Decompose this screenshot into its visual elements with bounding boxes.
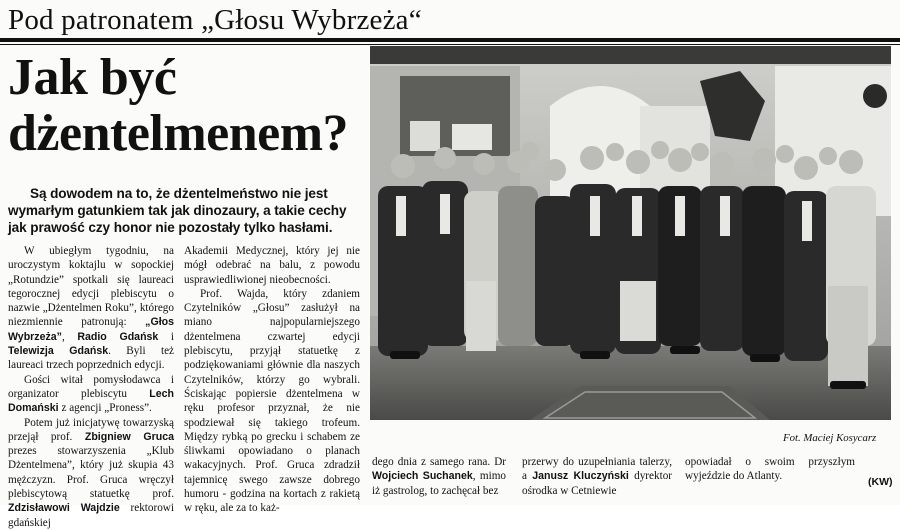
paragraph: Akademii Medycznej, który jej nie mógł odebrać na balu, z powodu usprawiedliwionej nieobecności. xyxy=(184,245,360,286)
article-column-1 xyxy=(8,244,174,530)
article-column-3 xyxy=(372,455,506,498)
headline-line-2: dżentelmenem? xyxy=(8,105,349,162)
headline-line-1: Jak być xyxy=(8,49,177,106)
paragraph: W ubiegłym tygodniu, na uroczystym koktajlu w sopockiej „Rotundzie” spotkali się laureaci tegorocznej edycji plebiscytu o nazwie „Dżentelmen Roku”, którego niezmiennie patronują: „Głos Wybrzeża”, Radio Gdańsk i Telewizja Gdańsk. Byli też laureaci trzech poprzednich edycji. xyxy=(8,245,175,372)
article-column-2 xyxy=(184,244,360,516)
header-rule xyxy=(0,38,900,42)
paragraph: opowiadał o swoim przyszłym wyjeździe do Atlanty. xyxy=(685,456,855,483)
article-headline xyxy=(8,50,368,162)
paragraph: dego dnia z samego rana. Dr Wojciech Suchanek, mimo iż gastrolog, to zachęcał bez xyxy=(372,456,506,497)
paragraph: przerwy do uzupełniania talerzy, a Janusz Kluczyński dyrektor ośrodka w Cetniewie xyxy=(522,456,673,497)
paragraph: Prof. Wajda, który zdaniem Czytelników „Głosu” zasłużył na miano najpopularniejszego dżentelmena czwartej edycji plebiscytu, przyjął statuetkę z podziękowaniami głównie dla naszych Czytelników, którzy go wybrali. Ściskając popiersie dżentelmena w ręku profesor przyznał, że nie spodziewał się takiego trofeum. Między rybką po grecku i schabem ze śliwkami opowiadano o planach wakacyjnych. Prof. Gruca zdradził tajemnicę swego zawsze dobrego humoru - godzina na kortach z rakietą w ręku, ale za to każ- xyxy=(184,287,360,515)
photo-caption: Fot. Maciej Kosycarz xyxy=(783,432,877,444)
header-rule-thin xyxy=(0,44,900,45)
article-column-5 xyxy=(685,455,855,484)
group-photo xyxy=(370,46,891,420)
author-signature: (KW) xyxy=(868,476,893,488)
article-lead: Są dowodem na to, że dżentelmeństwo nie jest wymarłym gatunkiem tak jak dinozaury, a takie cechy jak prawość czy honor nie pozostały tylko hasłami. xyxy=(8,186,347,235)
group-photo-image xyxy=(370,46,891,420)
section-header xyxy=(0,0,900,40)
article-column-4 xyxy=(522,455,672,498)
paragraph: Gości witał pomysłodawca i organizator plebiscytu Lech Domański z agencji „Proness”. xyxy=(8,373,174,415)
paragraph: Potem już inicjatywę towarzyską przejął prof. Zbigniew Gruca prezes stowarzyszenia „Klub Dżentelmena”, który już skupia 43 mężczyzn. Prof. Gruca wręczył plebiscytową statuetkę prof. Zdzisławowi Wajdzie rektorowi gdańskiej xyxy=(8,416,174,529)
section-title: Pod patronatem „Głosu Wybrzeża“ xyxy=(8,4,422,36)
